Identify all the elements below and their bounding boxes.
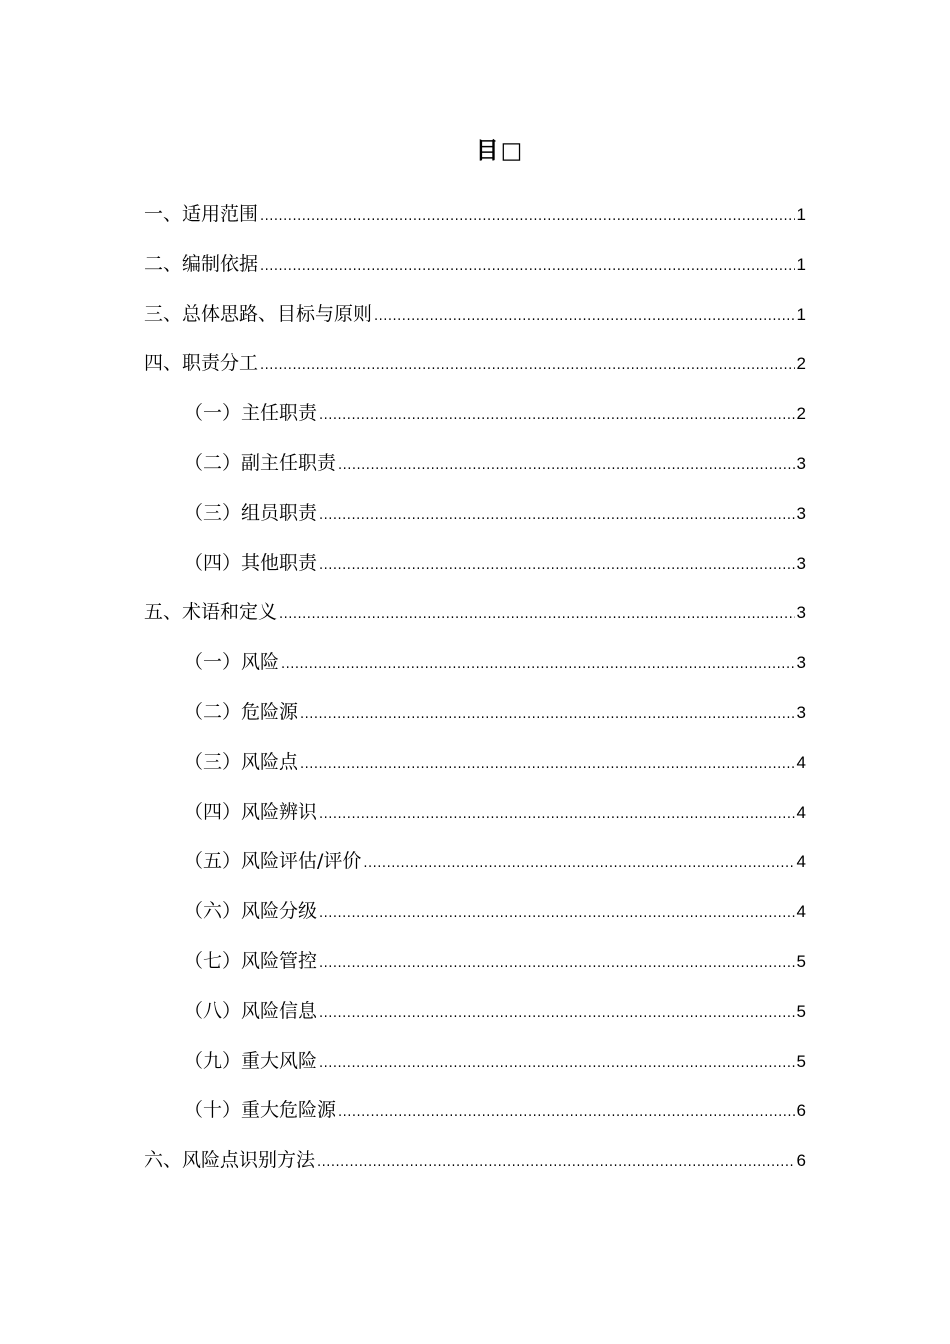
dot-leader xyxy=(281,650,795,680)
toc-entry-row xyxy=(144,299,806,329)
toc-entry-subsection[interactable] xyxy=(0,894,950,944)
toc-entry-page-number: 6 xyxy=(796,1101,806,1121)
toc-entry-row xyxy=(184,896,806,926)
dot-leader xyxy=(279,600,795,630)
toc-entry-row xyxy=(184,697,806,727)
toc-entry-label: （一）主任职责 xyxy=(184,402,318,425)
toc-entry-row xyxy=(184,996,806,1026)
toc-entry-page-number: 5 xyxy=(796,951,806,971)
dot-leader xyxy=(260,351,795,381)
toc-title: 目□ xyxy=(475,138,525,164)
dot-leader xyxy=(319,501,795,531)
toc-entry-page-number: 3 xyxy=(796,702,806,722)
toc-entry-row xyxy=(184,1046,806,1076)
toc-entry-row xyxy=(184,647,806,677)
dot-leader xyxy=(338,451,795,481)
dot-leader xyxy=(319,551,795,581)
toc-entry-page-number: 3 xyxy=(796,653,806,673)
toc-entry-label: （八）风险信息 xyxy=(184,999,318,1022)
toc-entry-label: 六、风险点识别方法 xyxy=(144,1149,316,1172)
toc-entry-label: 一、适用范围 xyxy=(144,203,259,225)
toc-entry-page-number: 4 xyxy=(796,752,806,772)
toc-entry-page-number: 4 xyxy=(796,802,806,822)
toc-entry-page-number: 2 xyxy=(796,354,806,374)
toc-entry-row xyxy=(144,1145,806,1175)
dot-leader xyxy=(319,401,795,431)
toc-entry-page-number: 1 xyxy=(796,304,806,324)
toc-entry-page-number: 5 xyxy=(796,1051,806,1071)
dot-leader xyxy=(300,700,795,730)
toc-entry-subsection[interactable] xyxy=(0,695,950,745)
toc-entry-subsection[interactable] xyxy=(0,994,950,1044)
toc-entry-page-number: 5 xyxy=(796,1001,806,1021)
toc-entry-row xyxy=(184,797,806,827)
table-of-contents xyxy=(0,197,950,1193)
toc-entry-row xyxy=(144,199,806,229)
toc-entry-label: （十）重大危险源 xyxy=(184,1099,337,1122)
toc-entry-subsection[interactable] xyxy=(0,844,950,894)
toc-entry-page-number: 4 xyxy=(796,902,806,922)
toc-entry-row xyxy=(184,448,806,478)
toc-entry-row xyxy=(144,348,806,378)
toc-entry-row xyxy=(184,398,806,428)
toc-entry-row xyxy=(144,249,806,279)
toc-entry-row xyxy=(144,597,806,627)
dot-leader xyxy=(260,202,795,232)
toc-entry-subsection[interactable] xyxy=(0,546,950,596)
toc-entry-page-number: 2 xyxy=(796,404,806,424)
toc-entry-subsection[interactable] xyxy=(0,1044,950,1094)
toc-entry-subsection[interactable] xyxy=(0,645,950,695)
toc-entry-page-number: 3 xyxy=(796,553,806,573)
toc-entry-section[interactable] xyxy=(0,346,950,396)
toc-entry-label: 四、职责分工 xyxy=(144,352,259,375)
toc-entry-page-number: 3 xyxy=(796,453,806,473)
toc-entry-label: 五、术语和定义 xyxy=(144,601,278,624)
toc-entry-page-number: 6 xyxy=(796,1151,806,1171)
toc-entry-label: （三）风险点 xyxy=(184,750,299,773)
toc-entry-subsection[interactable] xyxy=(0,795,950,845)
dot-leader xyxy=(319,1049,795,1079)
toc-entry-subsection[interactable] xyxy=(0,446,950,496)
toc-entry-label: （二）危险源 xyxy=(184,700,299,723)
dot-leader xyxy=(317,1148,795,1178)
toc-entry-row xyxy=(184,1095,806,1125)
dot-leader xyxy=(300,750,795,780)
toc-entry-label: （六）风险分级 xyxy=(184,900,318,923)
toc-entry-label: （一）风险 xyxy=(184,651,280,674)
toc-entry-row xyxy=(184,946,806,976)
toc-entry-row xyxy=(184,498,806,528)
dot-leader xyxy=(319,999,795,1029)
toc-entry-page-number: 1 xyxy=(796,254,806,274)
toc-entry-subsection[interactable] xyxy=(0,944,950,994)
toc-entry-section[interactable] xyxy=(0,595,950,645)
toc-entry-label: （五）风险评估/评价 xyxy=(184,850,362,873)
toc-entry-section[interactable] xyxy=(0,247,950,297)
toc-entry-page-number: 4 xyxy=(796,852,806,872)
toc-entry-label: （二）副主任职责 xyxy=(184,451,337,474)
dot-leader xyxy=(319,800,795,830)
toc-entry-label: 二、编制依据 xyxy=(144,252,259,275)
toc-entry-page-number: 3 xyxy=(796,503,806,523)
toc-entry-subsection[interactable] xyxy=(0,1093,950,1143)
toc-entry-subsection[interactable] xyxy=(0,745,950,795)
toc-entry-label: （四）其他职责 xyxy=(184,551,318,574)
toc-entry-label: （三）组员职责 xyxy=(184,501,318,524)
dot-leader xyxy=(319,899,795,929)
dot-leader xyxy=(260,252,795,282)
toc-entry-label: （九）重大风险 xyxy=(184,1049,318,1072)
toc-entry-subsection[interactable] xyxy=(0,496,950,546)
toc-entry-label: （七）风险管控 xyxy=(184,949,318,972)
toc-entry-page-number: 3 xyxy=(796,603,806,623)
toc-entry-label: （四）风险辨识 xyxy=(184,800,318,823)
toc-entry-section[interactable] xyxy=(0,297,950,347)
dot-leader xyxy=(363,849,794,879)
dot-leader xyxy=(319,949,795,979)
toc-entry-row xyxy=(184,846,806,876)
toc-entry-row xyxy=(184,747,806,777)
toc-entry-subsection[interactable] xyxy=(0,396,950,446)
toc-entry-row xyxy=(184,548,806,578)
toc-entry-section[interactable] xyxy=(0,197,950,247)
toc-entry-page-number: 1 xyxy=(796,205,806,224)
dot-leader xyxy=(338,1098,795,1128)
dot-leader xyxy=(374,302,795,332)
toc-entry-label: 三、总体思路、目标与原则 xyxy=(144,302,373,325)
toc-entry-section[interactable] xyxy=(0,1143,950,1193)
